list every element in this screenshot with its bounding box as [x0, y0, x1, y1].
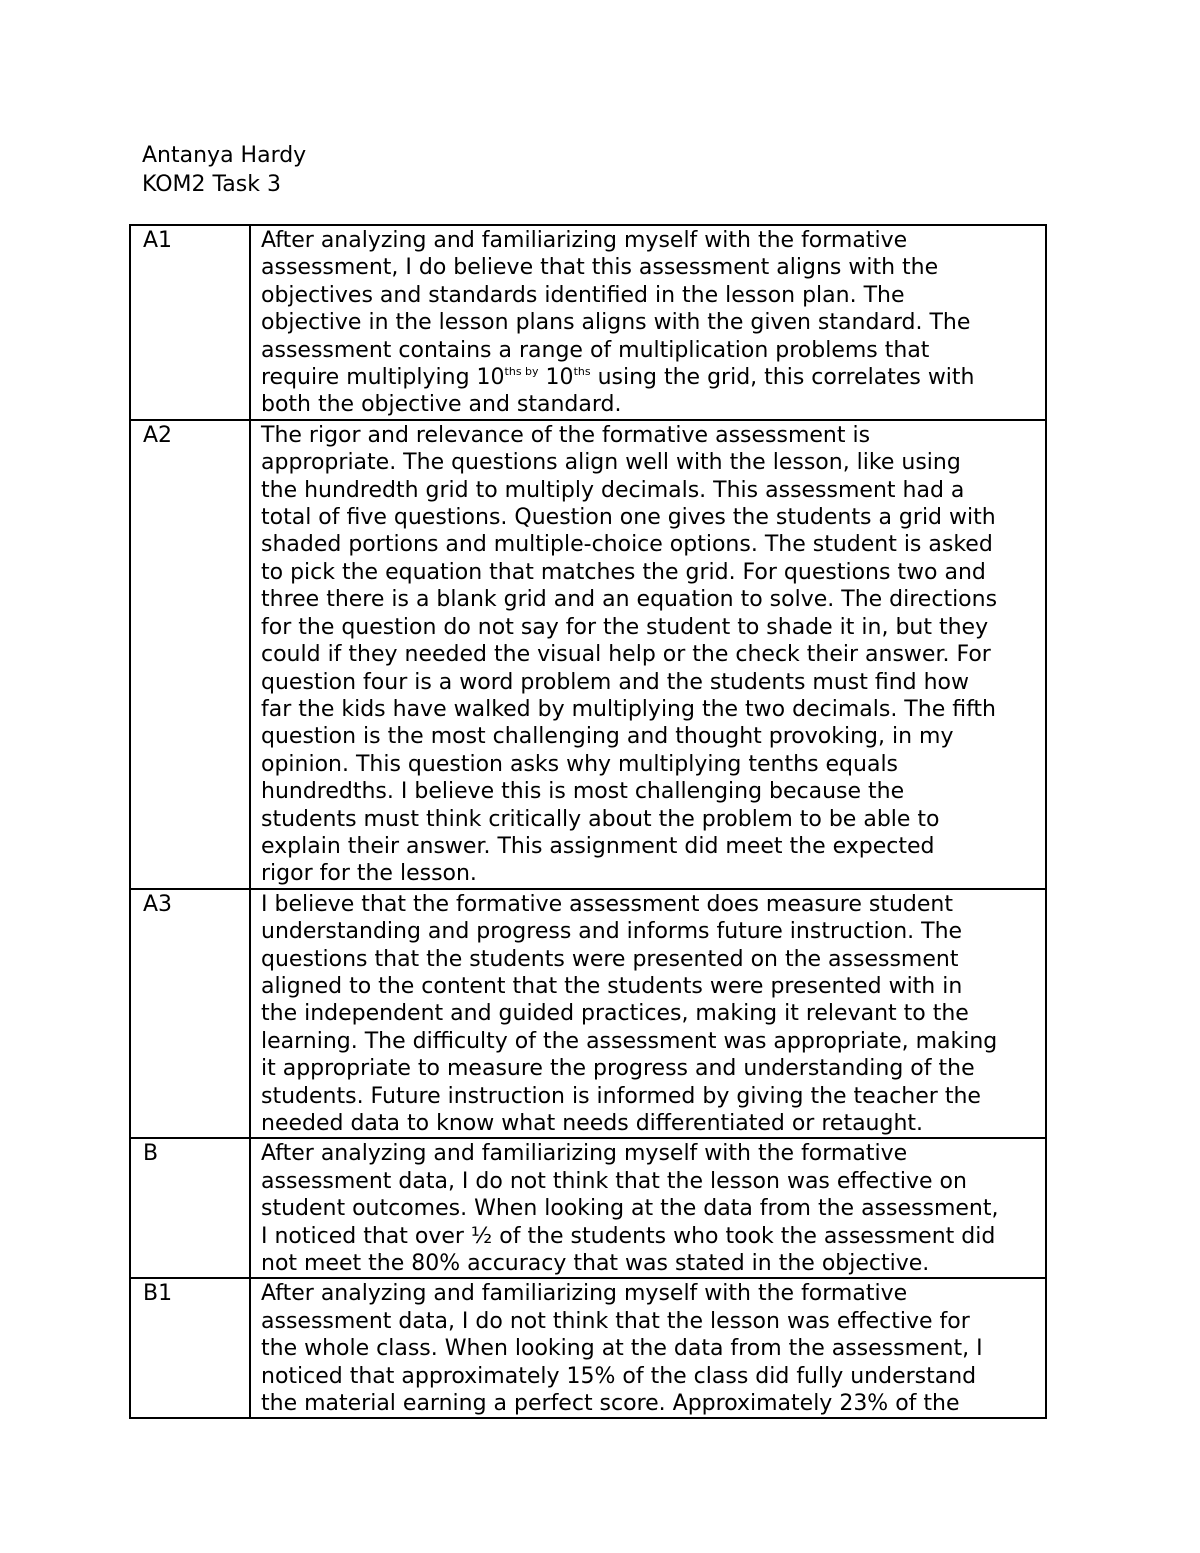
text-line-with-superscript — [261, 364, 1039, 391]
text-line: question four is a word problem and the students must find how — [261, 669, 970, 695]
text-line: students must think critically about the problem to be able to — [261, 806, 940, 832]
row-text — [250, 1138, 1046, 1278]
author-name: Antanya Hardy — [142, 143, 307, 168]
text-line: assessment data, I do not think that the lesson was effective for — [261, 1308, 970, 1334]
text-line: opinion. This question asks why multiplying tenths equals — [261, 751, 899, 777]
row-text — [250, 889, 1046, 1139]
text-line: it appropriate to measure the progress and understanding of the — [261, 1056, 975, 1082]
text-fragment: using the grid, this correlates with — [590, 365, 975, 391]
text-line: explain their answer. This assignment did meet the expected — [261, 833, 935, 859]
table-row — [130, 889, 1046, 1139]
text-line: for the question do not say for the student to shade it in, but they — [261, 614, 989, 640]
text-line: After analyzing and familiarizing myself with the formative — [261, 1141, 908, 1167]
text-fragment: require multiplying 10 — [261, 365, 505, 391]
row-label: A2 — [130, 420, 250, 889]
superscript: ths — [573, 365, 591, 379]
text-line: to pick the equation that matches the grid. For questions two and — [261, 559, 986, 585]
text-line: student outcomes. When looking at the data from the assessment, — [261, 1196, 999, 1222]
text-line: shaded portions and multiple-choice options. The student is asked — [261, 532, 993, 558]
text-line: the hundredth grid to multiply decimals. This assessment had a — [261, 477, 965, 503]
text-line: objectives and standards identified in the lesson plan. The — [261, 282, 905, 308]
text-line: the whole class. When looking at the data from the assessment, I — [261, 1336, 983, 1362]
text-line: the material earning a perfect score. Approximately 23% of the — [261, 1391, 960, 1417]
text-fragment: 10 — [538, 365, 574, 391]
text-line: The rigor and relevance of the formative assessment is — [261, 422, 871, 448]
text-line: assessment contains a range of multiplication problems that — [261, 337, 930, 363]
text-line: learning. The difficulty of the assessment was appropriate, making — [261, 1028, 998, 1054]
row-text — [250, 420, 1046, 889]
text-line: rigor for the lesson. — [261, 861, 477, 887]
text-line: understanding and progress and informs future instruction. The — [261, 919, 963, 945]
row-label: B — [130, 1138, 250, 1278]
document-header — [142, 141, 306, 199]
course-task: KOM2 Task 3 — [142, 172, 281, 197]
text-line: three there is a blank grid and an equation to solve. The directions — [261, 587, 998, 613]
text-line: students. Future instruction is informed by giving the teacher the — [261, 1083, 981, 1109]
superscript: ths by — [504, 365, 539, 379]
text-line: objective in the lesson plans aligns with the given standard. The — [261, 310, 971, 336]
text-line: assessment data, I do not think that the lesson was effective on — [261, 1168, 967, 1194]
text-line: question is the most challenging and thought provoking, in my — [261, 724, 954, 750]
text-line: After analyzing and familiarizing myself with the formative — [261, 228, 908, 253]
row-label: B1 — [130, 1278, 250, 1418]
text-line: both the objective and standard. — [261, 392, 622, 418]
table-row — [130, 1278, 1046, 1418]
row-label: A3 — [130, 889, 250, 1139]
text-line: I noticed that over ½ of the students who took the assessment did — [261, 1223, 996, 1249]
text-line: total of five questions. Question one gives the students a grid with — [261, 505, 996, 531]
text-line: could if they needed the visual help or the check their answer. For — [261, 642, 991, 668]
table-row — [130, 1138, 1046, 1278]
table-row — [130, 225, 1046, 420]
text-line: far the kids have walked by multiplying the two decimals. The fifth — [261, 696, 997, 722]
text-line: I believe that the formative assessment does measure student — [261, 891, 953, 917]
text-line: hundredths. I believe this is most challenging because the — [261, 779, 905, 805]
text-line: After analyzing and familiarizing myself with the formative — [261, 1281, 908, 1307]
text-line: noticed that approximately 15% of the class did fully understand — [261, 1363, 977, 1389]
text-line: needed data to know what needs differentiated or retaught. — [261, 1111, 924, 1136]
text-line: the independent and guided practices, making it relevant to the — [261, 1001, 969, 1027]
text-line: assessment, I do believe that this assessment aligns with the — [261, 255, 939, 281]
text-line: questions that the students were presented on the assessment — [261, 946, 959, 972]
table-row — [130, 420, 1046, 889]
text-line: not meet the 80% accuracy that was stated in the objective. — [261, 1251, 930, 1277]
text-line: aligned to the content that the students were presented with in — [261, 973, 963, 999]
row-label: A1 — [130, 225, 250, 420]
row-text — [250, 1278, 1046, 1418]
response-table — [129, 224, 1047, 1419]
text-line: appropriate. The questions align well with the lesson, like using — [261, 450, 961, 476]
row-text — [250, 225, 1046, 420]
